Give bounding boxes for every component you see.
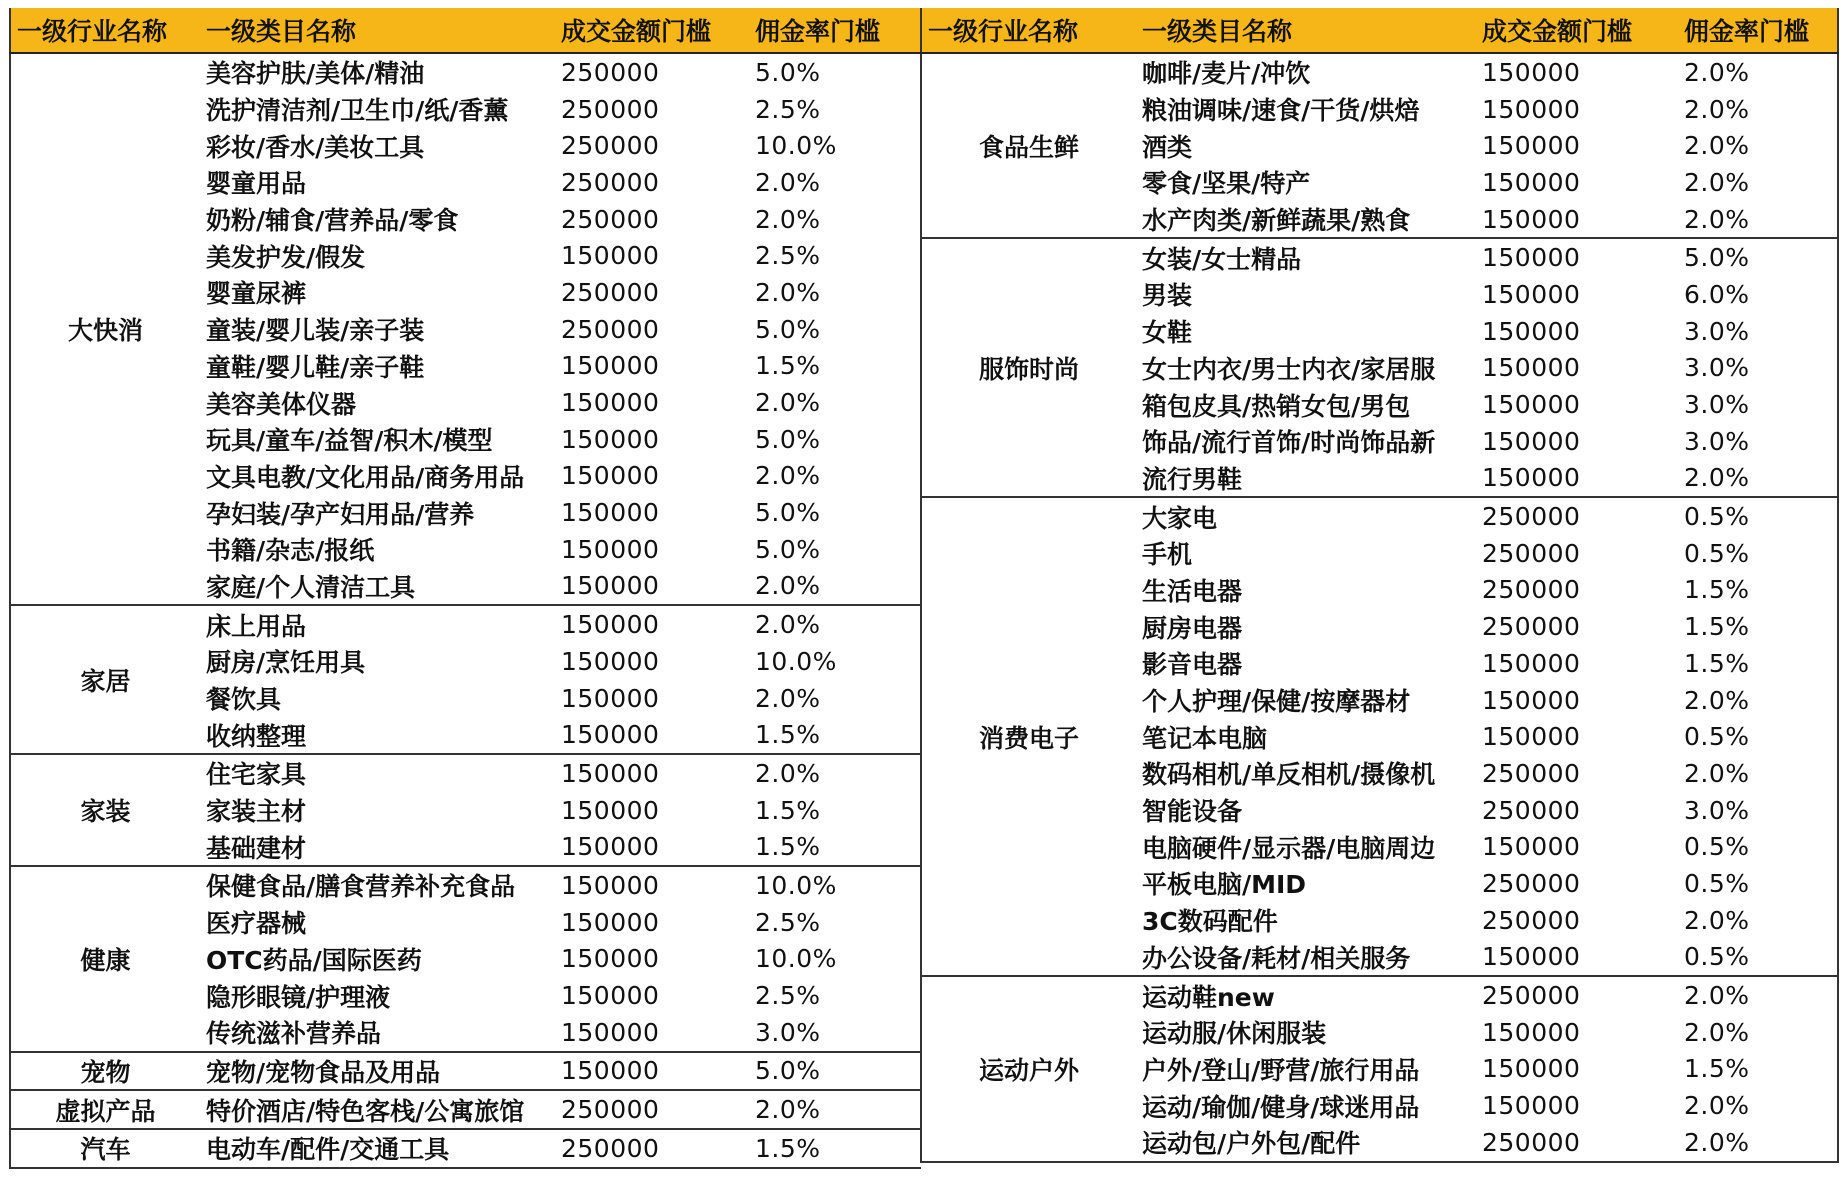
commission-threshold-cell: 0.5% xyxy=(1678,497,1838,535)
gmv-threshold-cell: 150000 xyxy=(561,534,660,564)
table-row xyxy=(10,1052,921,1091)
table-row xyxy=(10,754,921,792)
gmv-threshold-cell: 250000 xyxy=(561,131,660,161)
gmv-threshold-cell: 150000 xyxy=(561,720,660,750)
gmv-threshold-cell: 150000 xyxy=(561,351,660,381)
gmv-threshold-cell: 150000 xyxy=(1482,426,1581,456)
category-cell: 特价酒店/特色客栈/公寓旅馆 xyxy=(200,1090,555,1129)
gmv-threshold-cell: 150000 xyxy=(1476,238,1678,276)
category-cell: 厨房电器 xyxy=(1142,613,1243,643)
commission-threshold-cell: 1.5% xyxy=(1684,648,1750,678)
commission-threshold-cell: 2.0% xyxy=(755,683,821,713)
header-category: 一级类目名称 xyxy=(200,8,555,53)
commission-threshold-cell: 2.0% xyxy=(1684,94,1750,124)
commission-threshold-cell: 3.0% xyxy=(1684,353,1750,383)
category-cell: 餐饮具 xyxy=(206,685,282,715)
category-cell: 美容护肤/美体/精油 xyxy=(206,59,425,89)
industry-cell: 家装 xyxy=(10,754,200,866)
commission-threshold-cell: 2.0% xyxy=(1684,685,1750,715)
gmv-threshold-cell: 150000 xyxy=(1482,316,1581,346)
gmv-threshold-cell: 250000 xyxy=(1482,905,1581,935)
gmv-threshold-cell: 150000 xyxy=(1482,279,1581,309)
commission-threshold-cell: 6.0% xyxy=(1684,279,1750,309)
header-gmv-threshold: 成交金额门槛 xyxy=(1476,8,1678,53)
category-cell: 家庭/个人清洁工具 xyxy=(206,572,416,602)
commission-threshold-cell: 2.0% xyxy=(1684,1091,1750,1121)
commission-threshold-cell: 10.0% xyxy=(749,866,921,904)
category-cell: 婴童尿裤 xyxy=(206,279,307,309)
category-cell: 数码相机/单反相机/摄像机 xyxy=(1142,760,1436,790)
category-cell: 3C数码配件 xyxy=(1142,907,1278,937)
gmv-threshold-cell: 150000 xyxy=(1482,167,1581,197)
gmv-threshold-cell: 250000 xyxy=(1482,1127,1581,1157)
commission-threshold-cell: 2.0% xyxy=(755,571,821,601)
table-row xyxy=(921,53,1838,91)
category-cell: 流行男鞋 xyxy=(1142,464,1243,494)
commission-threshold-cell: 2.0% xyxy=(1684,204,1750,234)
category-cell: 运动/瑜伽/健身/球迷用品 xyxy=(1142,1092,1420,1122)
commission-threshold-cell: 5.0% xyxy=(755,498,821,528)
category-cell: 保健食品/膳食营养补充食品 xyxy=(200,866,555,904)
gmv-threshold-cell: 150000 xyxy=(1482,390,1581,420)
commission-threshold-cell: 3.0% xyxy=(1684,316,1750,346)
industry-cell: 虚拟产品 xyxy=(10,1090,200,1129)
commission-threshold-cell: 5.0% xyxy=(755,534,821,564)
commission-threshold-cell: 5.0% xyxy=(755,424,821,454)
commission-threshold-cell: 0.5% xyxy=(1684,538,1750,568)
category-cell: 宠物/宠物食品及用品 xyxy=(200,1052,555,1091)
gmv-threshold-cell: 150000 xyxy=(1482,1054,1581,1084)
category-cell: 基础建材 xyxy=(206,833,307,863)
category-cell: 个人护理/保健/按摩器材 xyxy=(1142,687,1411,717)
commission-threshold-cell: 2.5% xyxy=(755,94,821,124)
gmv-threshold-cell: 150000 xyxy=(1482,131,1581,161)
gmv-threshold-cell: 150000 xyxy=(561,795,660,825)
gmv-threshold-cell: 150000 xyxy=(561,907,660,937)
commission-threshold-cell: 2.0% xyxy=(749,754,921,792)
industry-cell: 消费电子 xyxy=(921,497,1136,976)
gmv-threshold-cell: 150000 xyxy=(561,1017,660,1047)
commission-threshold-cell: 2.0% xyxy=(1684,167,1750,197)
gmv-threshold-cell: 150000 xyxy=(555,1052,749,1091)
gmv-threshold-cell: 150000 xyxy=(561,646,660,676)
left-table-panel xyxy=(9,8,920,1169)
category-cell: 智能设备 xyxy=(1142,797,1243,827)
commission-threshold-cell: 1.5% xyxy=(755,351,821,381)
commission-threshold-cell: 0.5% xyxy=(1684,942,1750,972)
commission-threshold-cell: 2.0% xyxy=(1678,976,1838,1014)
commission-threshold-cell: 2.5% xyxy=(755,241,821,271)
gmv-threshold-cell: 150000 xyxy=(561,683,660,713)
category-cell: 孕妇装/孕产妇用品/营养 xyxy=(206,499,475,529)
gmv-threshold-cell: 150000 xyxy=(1482,648,1581,678)
gmv-threshold-cell: 250000 xyxy=(561,204,660,234)
commission-threshold-cell: 2.5% xyxy=(755,981,821,1011)
commission-threshold-cell: 10.0% xyxy=(755,646,837,676)
commission-threshold-cell: 2.0% xyxy=(749,605,921,643)
commission-threshold-cell: 2.5% xyxy=(755,907,821,937)
commission-threshold-cell: 2.0% xyxy=(1684,463,1750,493)
category-cell: 生活电器 xyxy=(1142,576,1243,606)
commission-threshold-cell: 3.0% xyxy=(1684,390,1750,420)
header-category: 一级类目名称 xyxy=(1136,8,1476,53)
commission-threshold-cell: 10.0% xyxy=(755,131,837,161)
gmv-threshold-cell: 150000 xyxy=(1482,94,1581,124)
category-cell: 手机 xyxy=(1142,540,1193,570)
commission-table-left xyxy=(9,8,921,1169)
table-row xyxy=(10,1129,921,1168)
gmv-threshold-cell: 250000 xyxy=(561,277,660,307)
gmv-threshold-cell: 250000 xyxy=(1482,612,1581,642)
commission-threshold-cell: 5.0% xyxy=(749,1052,921,1091)
header-industry: 一级行业名称 xyxy=(921,8,1136,53)
commission-threshold-cell: 3.0% xyxy=(1684,795,1750,825)
gmv-threshold-cell: 150000 xyxy=(555,866,749,904)
commission-table-right xyxy=(920,8,1839,1163)
category-cell: 运动包/户外包/配件 xyxy=(1142,1129,1361,1159)
commission-threshold-cell: 2.0% xyxy=(1684,131,1750,161)
gmv-threshold-cell: 150000 xyxy=(561,241,660,271)
category-cell: 电脑硬件/显示器/电脑周边 xyxy=(1142,833,1436,863)
commission-threshold-cell: 2.0% xyxy=(755,461,821,491)
category-cell: OTC药品/国际医药 xyxy=(206,945,422,975)
commission-threshold-cell: 2.0% xyxy=(755,204,821,234)
gmv-threshold-cell: 150000 xyxy=(1482,685,1581,715)
gmv-threshold-cell: 250000 xyxy=(1482,758,1581,788)
commission-threshold-cell: 1.5% xyxy=(1684,575,1750,605)
gmv-threshold-cell: 250000 xyxy=(561,167,660,197)
table-row xyxy=(10,605,921,643)
commission-threshold-cell: 2.0% xyxy=(1684,758,1750,788)
gmv-threshold-cell: 150000 xyxy=(1482,353,1581,383)
category-cell: 收纳整理 xyxy=(206,721,307,751)
header-row xyxy=(921,8,1838,53)
gmv-threshold-cell: 150000 xyxy=(1482,722,1581,752)
right-table-panel xyxy=(920,8,1837,1163)
category-cell: 粮油调味/速食/干货/烘焙 xyxy=(1142,96,1420,126)
gmv-threshold-cell: 150000 xyxy=(1482,832,1581,862)
category-cell: 住宅家具 xyxy=(200,754,555,792)
commission-threshold-cell: 10.0% xyxy=(755,944,837,974)
commission-threshold-cell: 2.0% xyxy=(755,388,821,418)
table-body xyxy=(921,53,1838,1162)
commission-threshold-cell: 1.5% xyxy=(1684,1054,1750,1084)
commission-threshold-cell: 1.5% xyxy=(749,1129,921,1168)
header-commission-threshold: 佣金率门槛 xyxy=(1678,8,1838,53)
commission-threshold-cell: 1.5% xyxy=(755,832,821,862)
commission-threshold-cell: 0.5% xyxy=(1684,832,1750,862)
industry-cell: 食品生鲜 xyxy=(978,132,1079,162)
industry-cell: 运动户外 xyxy=(921,976,1136,1161)
category-cell: 电动车/配件/交通工具 xyxy=(200,1129,555,1168)
commission-threshold-cell: 5.0% xyxy=(755,57,821,87)
commission-threshold-cell: 3.0% xyxy=(1684,426,1750,456)
table-row xyxy=(10,866,921,904)
category-cell: 零食/坚果/特产 xyxy=(1142,169,1311,199)
category-cell: 箱包皮具/热销女包/男包 xyxy=(1142,391,1411,421)
industry-cell: 大快消 xyxy=(67,316,143,346)
commission-threshold-cell: 2.0% xyxy=(1684,1017,1750,1047)
category-cell: 床上用品 xyxy=(200,605,555,643)
commission-threshold-cell: 2.0% xyxy=(1684,57,1750,87)
commission-threshold-cell: 1.5% xyxy=(755,795,821,825)
gmv-threshold-cell: 250000 xyxy=(555,1090,749,1129)
table-row xyxy=(921,238,1838,276)
category-cell: 运动鞋new xyxy=(1136,976,1476,1014)
table-row xyxy=(921,976,1838,1014)
category-cell: 彩妆/香水/美妆工具 xyxy=(206,132,425,162)
category-cell: 玩具/童车/益智/积木/模型 xyxy=(206,426,493,456)
commission-threshold-cell: 2.0% xyxy=(755,277,821,307)
gmv-threshold-cell: 150000 xyxy=(561,388,660,418)
category-cell: 童鞋/婴儿鞋/亲子鞋 xyxy=(206,352,425,382)
category-cell: 女士内衣/男士内衣/家居服 xyxy=(1142,354,1436,384)
gmv-threshold-cell: 150000 xyxy=(561,832,660,862)
header-industry: 一级行业名称 xyxy=(10,8,200,53)
category-cell: 女鞋 xyxy=(1142,318,1193,348)
gmv-threshold-cell: 250000 xyxy=(1482,575,1581,605)
category-cell: 饰品/流行首饰/时尚饰品新 xyxy=(1142,428,1436,458)
commission-threshold-cell: 1.5% xyxy=(755,720,821,750)
category-cell: 奶粉/辅食/营养品/零食 xyxy=(206,206,459,236)
gmv-threshold-cell: 150000 xyxy=(561,424,660,454)
gmv-threshold-cell: 150000 xyxy=(555,605,749,643)
gmv-threshold-cell: 150000 xyxy=(561,571,660,601)
category-cell: 户外/登山/野营/旅行用品 xyxy=(1142,1055,1420,1085)
category-cell: 男装 xyxy=(1142,281,1193,311)
gmv-threshold-cell: 150000 xyxy=(561,498,660,528)
category-cell: 美发护发/假发 xyxy=(206,242,366,272)
gmv-threshold-cell: 250000 xyxy=(1482,538,1581,568)
category-cell: 运动服/休闲服装 xyxy=(1142,1019,1327,1049)
category-cell: 咖啡/麦片/冲饮 xyxy=(1142,59,1311,89)
industry-cell: 健康 xyxy=(10,866,200,1051)
category-cell: 传统滋补营养品 xyxy=(206,1019,382,1049)
commission-threshold-cell: 0.5% xyxy=(1684,722,1750,752)
category-cell: 水产肉类/新鲜蔬果/熟食 xyxy=(1142,206,1411,236)
gmv-threshold-cell: 250000 xyxy=(561,314,660,344)
category-cell: 童装/婴儿装/亲子装 xyxy=(206,316,425,346)
commission-threshold-cell: 5.0% xyxy=(1678,238,1838,276)
commission-threshold-cell: 5.0% xyxy=(755,314,821,344)
gmv-threshold-cell: 150000 xyxy=(1482,942,1581,972)
gmv-threshold-cell: 150000 xyxy=(561,944,660,974)
category-cell: 办公设备/耗材/相关服务 xyxy=(1142,943,1411,973)
category-cell: 美容美体仪器 xyxy=(206,389,357,419)
commission-threshold-cell: 1.5% xyxy=(1684,612,1750,642)
industry-cell: 服饰时尚 xyxy=(921,238,1136,497)
table-row xyxy=(10,53,921,91)
gmv-threshold-cell: 150000 xyxy=(561,461,660,491)
category-cell: 书籍/杂志/报纸 xyxy=(206,536,375,566)
category-cell: 隐形眼镜/护理液 xyxy=(206,982,391,1012)
commission-threshold-cell: 2.0% xyxy=(1684,1127,1750,1157)
header-row xyxy=(10,8,921,53)
gmv-threshold-cell: 150000 xyxy=(555,754,749,792)
industry-cell: 汽车 xyxy=(10,1129,200,1168)
gmv-threshold-cell: 150000 xyxy=(1482,463,1581,493)
gmv-threshold-cell: 150000 xyxy=(1482,204,1581,234)
gmv-threshold-cell: 150000 xyxy=(1482,1091,1581,1121)
commission-threshold-cell: 2.0% xyxy=(1684,905,1750,935)
table-row xyxy=(921,497,1838,535)
header-gmv-threshold: 成交金额门槛 xyxy=(555,8,749,53)
gmv-threshold-cell: 250000 xyxy=(1482,868,1581,898)
category-cell: 女装/女士精品 xyxy=(1136,238,1476,276)
category-cell: 平板电脑/MID xyxy=(1142,870,1307,900)
category-cell: 洗护清洁剂/卫生巾/纸/香薰 xyxy=(206,96,509,126)
category-cell: 婴童用品 xyxy=(206,169,307,199)
category-cell: 厨房/烹饪用具 xyxy=(206,648,366,678)
header-commission-threshold: 佣金率门槛 xyxy=(749,8,921,53)
gmv-threshold-cell: 250000 xyxy=(555,1129,749,1168)
category-cell: 酒类 xyxy=(1142,132,1193,162)
commission-threshold-cell: 0.5% xyxy=(1684,868,1750,898)
commission-threshold-cell: 2.0% xyxy=(749,1090,921,1129)
category-cell: 影音电器 xyxy=(1142,650,1243,680)
category-cell: 笔记本电脑 xyxy=(1142,723,1268,753)
gmv-threshold-cell: 150000 xyxy=(1482,1017,1581,1047)
category-cell: 家装主材 xyxy=(206,797,307,827)
category-cell: 大家电 xyxy=(1136,497,1476,535)
table-body xyxy=(10,53,921,1168)
industry-cell: 宠物 xyxy=(10,1052,200,1091)
commission-threshold-cell: 3.0% xyxy=(755,1017,821,1047)
table-row xyxy=(10,1090,921,1129)
gmv-threshold-cell: 250000 xyxy=(1482,795,1581,825)
gmv-threshold-cell: 250000 xyxy=(561,57,660,87)
gmv-threshold-cell: 150000 xyxy=(1482,57,1581,87)
gmv-threshold-cell: 250000 xyxy=(1476,976,1678,1014)
gmv-threshold-cell: 150000 xyxy=(561,981,660,1011)
gmv-threshold-cell: 250000 xyxy=(1476,497,1678,535)
industry-cell: 家居 xyxy=(10,605,200,754)
category-cell: 医疗器械 xyxy=(206,909,307,939)
category-cell: 文具电教/文化用品/商务用品 xyxy=(206,462,525,492)
gmv-threshold-cell: 250000 xyxy=(561,94,660,124)
commission-threshold-cell: 2.0% xyxy=(755,167,821,197)
